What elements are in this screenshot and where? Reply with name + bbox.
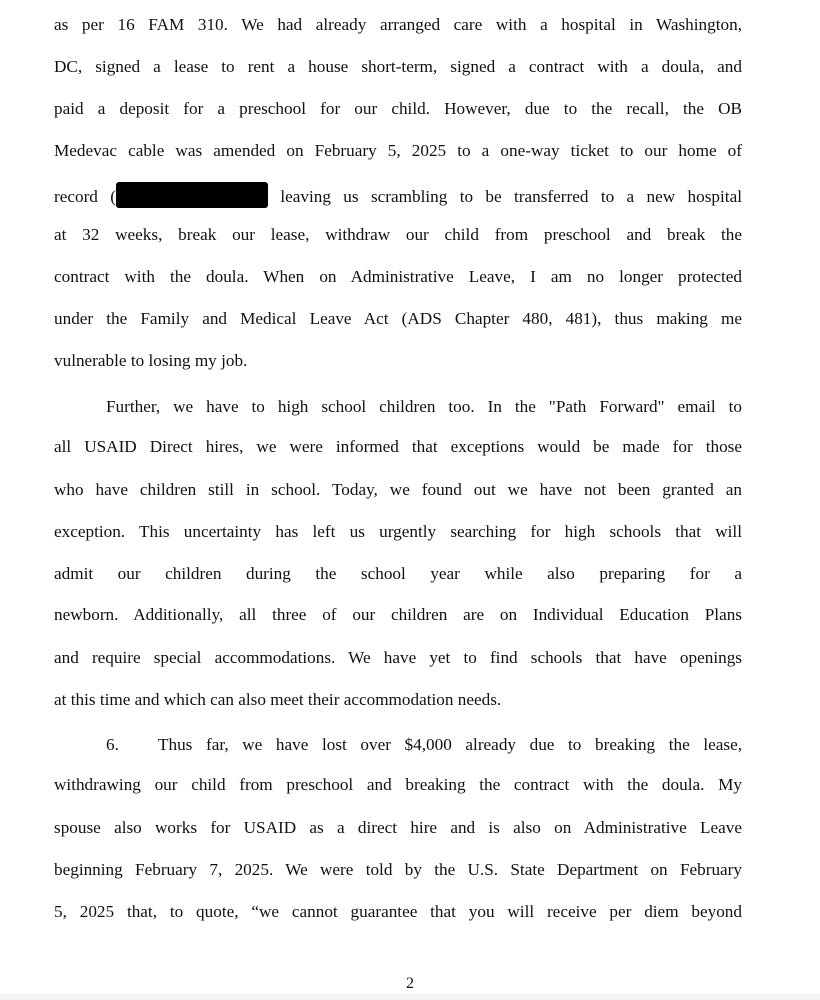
body-text-line: paid a deposit for a preschool for our child. However, due to the recall, the OB [54,99,742,118]
page-bottom-edge [0,994,820,1000]
body-text-line: contract with the doula. When on Administrative Leave, I am no longer protected [54,267,742,286]
body-text-line: who have children still in school. Today, we found out we have not been granted an [54,480,742,499]
body-text-line: newborn. Additionally, all three of our children are on Individual Education Plans [54,605,742,624]
body-text-line: beginning February 7, 2025. We were told by the U.S. State Department on February [54,860,742,879]
body-text-line: under the Family and Medical Leave Act (ADS Chapter 480, 481), thus making me [54,309,742,328]
body-text-line: all USAID Direct hires, we were informed that exceptions would be made for those [54,437,742,456]
body-text-line: withdrawing our child from preschool and breaking the contract with the doula. My [54,775,742,794]
body-text-line: vulnerable to losing my job. [54,351,248,370]
redacted-text-line [54,182,742,208]
paragraph-number: 6. [106,735,119,754]
paragraph-first-line: Further, we have to high school children too. In the "Path Forward" email to [106,397,742,416]
body-text-line: spouse also works for USAID as a direct hire and is also on Administrative Leave [54,818,742,837]
body-text-line: and require special accommodations. We have yet to find schools that have openings [54,648,742,667]
body-text-line: at this time and which can also meet their accommodation needs. [54,690,502,709]
numbered-paragraph-first-line [106,734,742,756]
body-text-line: exception. This uncertainty has left us urgently searching for high schools that will [54,522,742,541]
body-text-line: as per 16 FAM 310. We had already arranged care with a hospital in Washington, [54,15,742,34]
body-text-line: DC, signed a lease to rent a house short-term, signed a contract with a doula, and [54,57,742,76]
body-text-line: Medevac cable was amended on February 5, 2025 to a one-way ticket to our home of [54,141,742,160]
body-text-line: at 32 weeks, break our lease, withdraw our child from preschool and break the [54,225,742,244]
page-number: 2 [406,975,414,992]
redaction-block [116,182,268,208]
body-text-line: 5, 2025 that, to quote, “we cannot guarantee that you will receive per diem beyond [54,902,742,921]
body-text-line: admit our children during the school year while also preparing for a [54,564,742,583]
text-after-redaction: leaving us scrambling to be transferred to a new hospital [267,187,742,206]
text-before-redaction: record ( [54,187,116,206]
paragraph-first-text: Thus far, we have lost over $4,000 already due to breaking the lease, [158,735,742,754]
